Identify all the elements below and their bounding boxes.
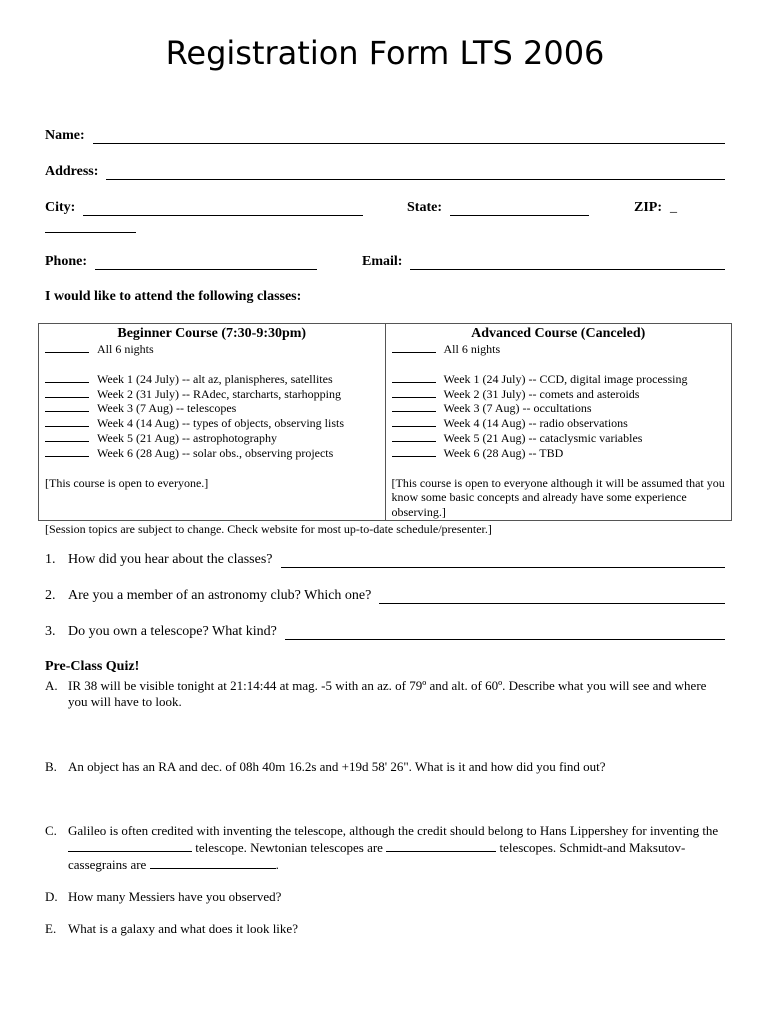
email-field[interactable] [410,255,725,270]
checkbox-blank[interactable] [45,372,89,383]
question-3 [45,624,725,640]
quiz-c-text-1: Galileo is often credited with inventing the telescope, although the credit should belong to Hans Lippershey for inventing the [68,823,719,838]
name-row [45,128,725,144]
classes-heading: I would like to attend the following classes: [45,289,302,304]
question-3-answer[interactable] [285,625,725,640]
question-1-answer[interactable] [281,553,726,568]
advanced-week-2-option[interactable] [392,387,726,402]
session-note: [Session topics are subject to change. Check website for most up-to-date schedule/presenter.] [45,522,492,536]
question-text: Are you a member of an astronomy club? Which one? [68,588,372,603]
checkbox-blank[interactable] [45,446,89,457]
checkbox-blank[interactable] [45,401,89,412]
option-label: Week 4 (14 Aug) -- radio observations [443,416,628,431]
city-label: City: [45,200,76,215]
question-number: 3. [45,624,56,639]
state-label: State: [407,200,442,215]
option-label: All 6 nights [443,342,501,356]
phone-row [45,254,317,270]
beginner-week-3-option[interactable] [45,401,379,416]
checkbox-blank[interactable] [45,416,89,427]
quiz-letter: D. [45,889,58,904]
quiz-letter: B. [45,759,57,774]
advanced-week-1-option[interactable] [392,372,726,387]
quiz-c-text-4: . [275,857,279,872]
beginner-week-6-option[interactable] [45,446,379,461]
checkbox-blank[interactable] [45,431,89,442]
checkbox-blank[interactable] [392,446,436,457]
option-label: Week 5 (21 Aug) -- cataclysmic variables [443,430,643,445]
checkbox-blank[interactable] [392,416,436,427]
checkbox-blank[interactable] [392,401,436,412]
option-label: Week 1 (24 July) -- CCD, digital image processing [443,371,688,386]
option-label: Week 1 (24 July) -- alt az, planispheres, satellites [97,371,333,386]
checkbox-blank[interactable] [392,372,436,383]
advanced-course-note: [This course is open to everyone although it will be assumed that you know some basic concepts and already have some experience observing.] [391,475,725,520]
option-label: Week 2 (31 July) -- RAdec, starcharts, starhopping [97,386,341,401]
zip-field-start[interactable]: _ [670,200,677,215]
state-row [407,200,589,216]
advanced-course-cell [385,342,732,520]
beginner-week-4-option[interactable] [45,416,379,431]
question-2-answer[interactable] [379,589,725,604]
question-text: How did you hear about the classes? [68,552,273,567]
advanced-week-3-option[interactable] [392,401,726,416]
quiz-text: IR 38 will be visible tonight at 21:14:44 at mag. -5 with an az. of 79º and alt. of 60º. Describe what you will see and where you will have to look. [68,678,707,709]
option-label: Week 3 (7 Aug) -- occultations [443,401,592,416]
option-label: Week 6 (28 Aug) -- TBD [443,445,564,460]
checkbox-blank[interactable] [392,387,436,398]
address-row [45,164,725,180]
address-field[interactable] [106,165,725,180]
quiz-text: What is a galaxy and what does it look like? [68,921,298,936]
quiz-item-a [45,678,725,710]
beginner-week-5-option[interactable] [45,431,379,446]
beginner-course-cell [39,342,386,520]
beginner-week-2-option[interactable] [45,387,379,402]
option-label: Week 3 (7 Aug) -- telescopes [97,401,237,416]
checkbox-blank[interactable] [45,387,89,398]
checkbox-blank[interactable] [392,431,436,442]
quiz-c-text-3: telescopes. Schmidt-and Maksutov-cassegrains are [68,840,686,872]
address-label: Address: [45,164,99,179]
checkbox-blank[interactable] [392,342,436,353]
quiz-letter: A. [45,678,58,693]
city-row [45,200,363,216]
option-label: Week 4 (14 Aug) -- types of objects, observing lists [97,416,344,431]
option-label: Week 5 (21 Aug) -- astrophotography [97,430,277,445]
advanced-course-header: Advanced Course (Canceled) [385,324,732,343]
phone-label: Phone: [45,254,87,269]
quiz-heading: Pre-Class Quiz! [45,659,140,674]
question-text: Do you own a telescope? What kind? [68,624,277,639]
quiz-letter: C. [45,823,57,838]
quiz-c-blank-1[interactable] [68,839,192,852]
zip-field-continued[interactable] [45,218,136,233]
quiz-text: An object has an RA and dec. of 08h 40m 16.2s and +19d 58' 26". What is it and how did you find out? [68,759,606,774]
name-label: Name: [45,128,85,143]
quiz-c-blank-3[interactable] [150,856,276,869]
quiz-text: How many Messiers have you observed? [68,889,282,904]
advanced-week-4-option[interactable] [392,416,726,431]
beginner-course-note: [This course is open to everyone.] [45,475,209,490]
quiz-item-e [45,921,725,937]
name-field[interactable] [93,129,725,144]
email-label: Email: [362,254,403,269]
option-label: Week 6 (28 Aug) -- solar obs., observing projects [97,445,334,460]
course-table [38,323,732,521]
advanced-all-nights-option[interactable] [392,342,726,357]
email-row [362,254,725,270]
quiz-item-c [45,823,725,873]
beginner-week-1-option[interactable] [45,372,379,387]
quiz-item-b [45,759,725,775]
advanced-week-5-option[interactable] [392,431,726,446]
phone-field[interactable] [95,255,317,270]
state-field[interactable] [450,201,589,216]
question-number: 2. [45,588,56,603]
question-2 [45,588,725,604]
beginner-all-nights-option[interactable] [45,342,379,357]
advanced-week-6-option[interactable] [392,446,726,461]
page-title: Registration Form LTS 2006 [165,34,605,72]
quiz-item-d [45,889,725,905]
quiz-letter: E. [45,921,57,936]
question-1 [45,552,725,568]
quiz-c-blank-2[interactable] [386,839,496,852]
city-field[interactable] [83,201,363,216]
quiz-c-text-2: telescope. Newtonian telescopes are [195,840,383,855]
option-label: All 6 nights [97,342,154,356]
beginner-course-header: Beginner Course (7:30-9:30pm) [39,324,386,343]
zip-label: ZIP: [634,200,662,215]
option-label: Week 2 (31 July) -- comets and asteroids [443,386,640,401]
zip-row [634,200,694,216]
question-number: 1. [45,552,56,567]
checkbox-blank[interactable] [45,342,89,353]
quiz-text [68,823,725,873]
